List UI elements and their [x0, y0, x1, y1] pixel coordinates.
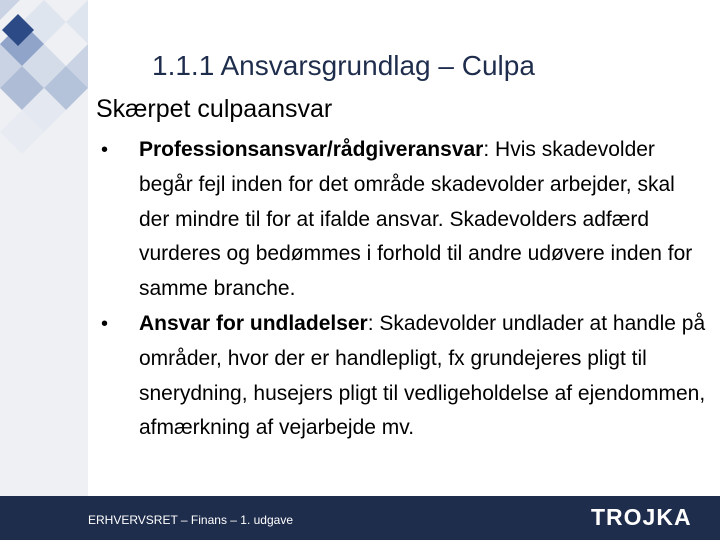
bullet-item-professionsansvar	[96, 133, 706, 307]
slide-subtitle: Skærpet culpaansvar	[96, 95, 333, 123]
footer-text: ERHVERVSRET – Finans – 1. udgave	[88, 513, 293, 527]
bullet-term: Ansvar for undladelser	[139, 311, 368, 335]
bullet-term: Professionsansvar/rådgiveransvar	[139, 138, 484, 161]
bullet-marker: •	[101, 139, 109, 161]
decorative-side-panel	[0, 0, 88, 540]
bullet-text: : Hvis skadevolder begår fejl inden for det område skadevolder arbejder, skal der mindre til for at ifalde ansvar. Skadevolders adfærd vurderes og bedømmes i forhold til andre udøvere inden for samme branche.	[139, 138, 693, 301]
bullet-item-undladelser	[96, 307, 706, 446]
bullet-text: : Skadevolder undlader at handle på områder, hvor der er handlepligt, fx grundejeres pligt til snerydning, husejers pligt til vedligeholdelse af ejendommen, afmærkning af vejarbejde mv.	[139, 311, 706, 440]
slide-title: 1.1.1 Ansvarsgrundlag – Culpa	[152, 50, 535, 81]
trojka-logo: TROJKA	[591, 504, 692, 530]
decorative-diamond-pattern	[0, 0, 88, 540]
bullet-marker: •	[101, 312, 109, 335]
bullet-list	[96, 133, 706, 446]
